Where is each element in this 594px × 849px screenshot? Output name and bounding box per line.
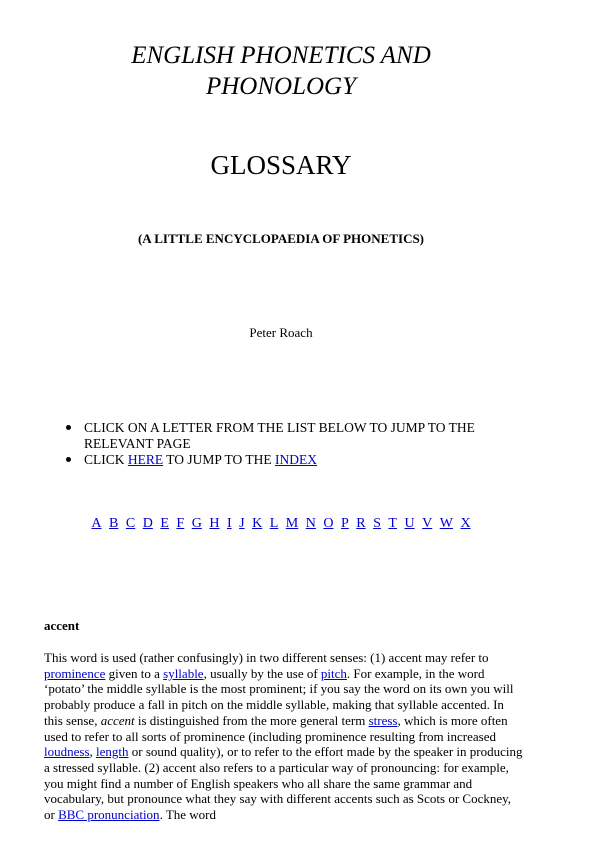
letter-link-f[interactable]: F (176, 516, 185, 531)
glossary-heading: GLOSSARY (210, 150, 352, 180)
letter-link-b[interactable]: B (109, 516, 119, 531)
pitch-link[interactable]: pitch (320, 665, 347, 681)
letter-link-u[interactable]: U (404, 516, 415, 531)
instruction-prefix: CLICK (84, 452, 128, 467)
definition-text: is distinguished from the more general term (134, 712, 369, 728)
here-link[interactable]: HERE (127, 452, 164, 467)
definition-text: , which is more often used to refer to all sorts of prominence (including prominence resulting from increased (44, 712, 508, 744)
letter-link-l[interactable]: L (269, 516, 279, 531)
loudness-link[interactable]: loudness (44, 744, 90, 760)
syllable-link[interactable]: syllable (163, 665, 204, 681)
letter-link-t[interactable]: T (388, 516, 397, 531)
bbc-pronunciation-link[interactable]: BBC pronunciation (58, 807, 160, 823)
definition-text: given to a (105, 665, 164, 681)
page-title (0, 40, 562, 102)
entry-definition (44, 650, 524, 823)
letter-link-h[interactable]: H (209, 516, 220, 531)
definition-text: . The word (159, 807, 217, 823)
length-link[interactable]: length (96, 744, 129, 760)
index-link[interactable]: INDEX (275, 452, 318, 467)
definition-text: This word is used (rather confusingly) in two different senses: (1) accent may refer to (44, 650, 489, 665)
subtitle: (A LITTLE ENCYCLOPAEDIA OF PHONETICS) (137, 231, 425, 246)
letter-link-o[interactable]: O (323, 516, 334, 531)
letter-link-a[interactable]: A (91, 516, 102, 531)
letter-link-k[interactable]: K (252, 516, 263, 531)
definition-text: or sound quality), or to refer to the effort made by the speaker in producing a stressed syllable. (2) accent also refers to a particular way of pronouncing: for example, you might find a number of English speakers who all share the same grammar and vocabulary, but pronounce what they say with different accents such as Scots or Cockney, or (44, 744, 523, 823)
instruction-item-index (64, 452, 534, 468)
letter-link-d[interactable]: D (142, 516, 153, 531)
letter-link-p[interactable]: P (340, 516, 349, 531)
entry-term: accent (44, 618, 80, 633)
letter-link-m[interactable]: M (285, 516, 299, 531)
title-line-2: PHONOLOGY (205, 73, 357, 100)
letter-link-s[interactable]: S (373, 516, 381, 531)
stress-link[interactable]: stress (368, 712, 398, 728)
letter-link-x[interactable]: X (460, 516, 471, 531)
letter-link-e[interactable]: E (160, 516, 169, 531)
letter-link-r[interactable]: R (356, 516, 366, 531)
letter-link-i[interactable]: I (226, 516, 232, 531)
instruction-middle: TO JUMP TO THE (163, 452, 276, 467)
title-line-1: ENGLISH PHONETICS AND (131, 42, 431, 69)
letter-link-c[interactable]: C (125, 516, 136, 531)
prominence-link[interactable]: prominence (44, 665, 106, 681)
instruction-item-letters (64, 420, 534, 452)
letter-link-n[interactable]: N (305, 516, 316, 531)
instruction-text: CLICK ON A LETTER FROM THE LIST BELOW TO JUMP TO THE RELEVANT PAGE (84, 420, 475, 451)
letter-link-j[interactable]: J (239, 516, 245, 531)
definition-text: , usually by the use of (203, 665, 321, 681)
instruction-list (64, 420, 534, 468)
letter-link-g[interactable]: G (191, 516, 202, 531)
definition-text: , (89, 744, 96, 760)
definition-emphasis: accent (100, 712, 135, 728)
author-name: Peter Roach (249, 325, 313, 340)
letter-link-v[interactable]: V (422, 516, 433, 531)
definition-text: . For example, in the word ‘potato’ the middle syllable is the most prominent; if you say the word on its own you will probably produce a fall in pitch on the middle syllable, making that syllable accented. In this sense, (44, 665, 514, 728)
letter-navigation (0, 516, 562, 532)
letter-link-w[interactable]: W (439, 516, 453, 531)
